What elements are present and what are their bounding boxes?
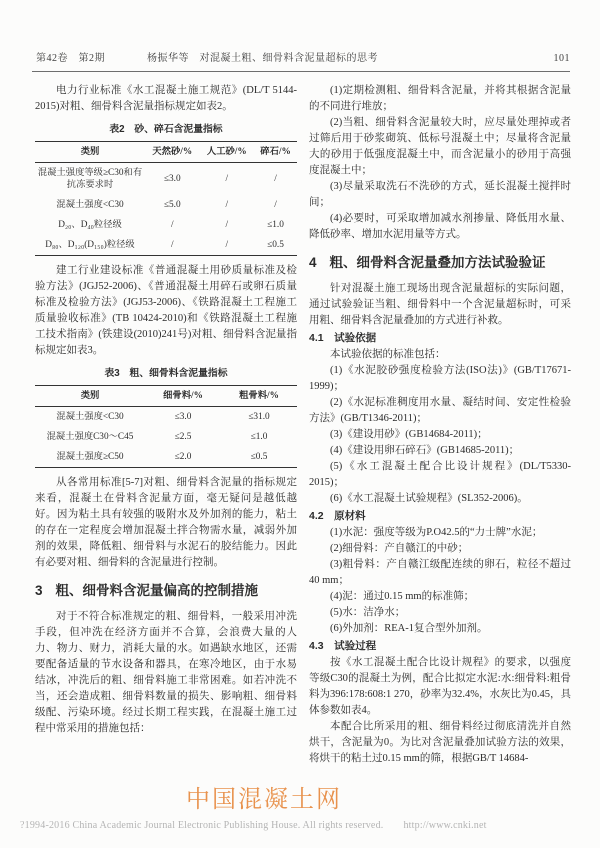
- table-3-block: [35, 367, 297, 468]
- paragraph: 从各常用标准[5-7]对粗、细骨料含泥量的指标规定来看，混凝土在骨料含泥量方面，毫无疑问是越低越好。因为粘土具有较强的吸附水及外加剂的能力，粘土的存在一定程度会增加混凝土拌合物需水量，减弱外加剂的效果，降低粗、细骨料与水泥石的胶结能力。因此有必要对粗、细骨料的含泥量进行控制。: [35, 477, 297, 568]
- section-3-heading: [35, 582, 297, 600]
- list-item: (1)水泥：强度等级为P.O42.5的“力士牌”水泥；: [330, 527, 543, 538]
- list-item: (2)当粗、细骨料含泥量较大时，应尽量处理掉或者过筛后用于砂浆砌筑、低标号混凝土中；尽量将含泥量大的砂用于低强度混凝土中，而含泥量小的砂用于高强度混凝土中；: [309, 117, 571, 176]
- paragraph: 电力行业标准《水工混凝土施工规范》(DL/T 5144-2015)对粗、细骨料含泥量指标规定如表2。: [35, 85, 297, 112]
- cell: ≤31.0: [248, 412, 270, 422]
- column-header: 人工砂/%: [200, 142, 255, 163]
- cell: ≤2.0: [174, 452, 192, 462]
- watermark: 中国混凝土网: [186, 786, 342, 813]
- running-title: 杨振华等 对混凝土粗、细骨料含泥量超标的思考: [147, 53, 378, 64]
- cell: ≤3.0: [174, 412, 192, 422]
- subsection-4-3-heading: 4.3 试验过程: [309, 640, 377, 652]
- table-row: [35, 235, 297, 256]
- table-2-title: 表2 砂、碎石含泥量指标: [109, 124, 223, 135]
- list-item: (5)水：洁净水；: [330, 607, 406, 618]
- paragraph: 按《水工混凝土配合比设计规程》的要求，以强度等级C30的混凝土为例，配合比拟定水泥:水:细骨料:粗骨料为396:178:608:1 270，砂率为32.4%，水灰比为0.45，具体参数如表4。: [309, 657, 571, 716]
- section-4-heading: [309, 254, 571, 272]
- cell: /: [170, 240, 174, 250]
- table-header-row: [35, 142, 297, 163]
- left-column: [35, 83, 297, 767]
- column-header: 类别: [35, 142, 145, 163]
- table-row: [35, 163, 297, 196]
- table-row: [35, 195, 297, 215]
- table-header-row: [35, 386, 297, 407]
- cell: 混凝土强度C30～C45: [46, 432, 134, 442]
- cell: 混凝土强度<C30: [56, 412, 124, 422]
- column-header: 细骨料/%: [145, 386, 221, 407]
- cell: 混凝土强度≥C50: [56, 452, 124, 462]
- column-header: 粗骨料/%: [221, 386, 297, 407]
- column-header: 天然砂/%: [145, 142, 200, 163]
- cell: ≤1.0: [267, 220, 284, 230]
- cell: 混凝土强度<C30: [56, 200, 124, 210]
- list-item: (5)《水工混凝土配合比设计规程》(DL/T5330-2015)；: [309, 461, 571, 488]
- list-item: (2)《水泥标准稠度用水量、凝结时间、安定性检验方法》(GB/T1346-2011)；: [309, 397, 571, 424]
- table-2: [35, 141, 297, 256]
- page-number: 101: [553, 53, 570, 64]
- table-3-title: 表3 粗、细骨料含泥量指标: [104, 368, 228, 379]
- header-rule: [32, 71, 570, 72]
- cell: ≤2.5: [174, 432, 192, 442]
- section-title: 粗、细骨料含泥量偏高的控制措施: [55, 583, 259, 598]
- cell: /: [274, 174, 277, 184]
- cell: /: [225, 240, 229, 250]
- table-row: [35, 407, 297, 428]
- list-item: (4)泥：通过0.15 mm的标准筛；: [330, 591, 475, 602]
- cell: /: [225, 200, 229, 210]
- cell: /: [170, 220, 174, 230]
- page-footer: [20, 820, 584, 831]
- list-item: (6)《水工混凝土试验规程》(SL352-2006)。: [330, 493, 528, 504]
- column-header: 类别: [35, 386, 145, 407]
- table-row: [35, 447, 297, 468]
- paragraph: 本配合比所采用的粗、细骨料经过彻底清洗并自然烘干，含泥量为0。为比对含泥量叠加试验方法的效果，将烘干的粘土过0.15 mm的筛，根据GB/T 14684-: [309, 721, 571, 764]
- paragraph: 本试验依据的标准包括：: [330, 349, 446, 360]
- cnki-url: http://www.cnki.net: [403, 820, 487, 831]
- cell: D₂₀、D₄₀粒径级: [58, 220, 122, 230]
- list-item: (3)粗骨料：产自赣江级配连续的卵石，粒径不超过40 mm；: [309, 559, 571, 586]
- table-3: [35, 385, 297, 468]
- cell: ≤5.0: [163, 200, 181, 210]
- cell: 混凝土强度等级≥C30和有抗冻要求时: [37, 168, 143, 190]
- section-number: 4: [309, 255, 317, 270]
- cell: ≤0.5: [267, 240, 284, 250]
- subsection-4-2-heading: 4.2 原材料: [309, 510, 366, 522]
- cell: ≤1.0: [250, 432, 268, 442]
- section-number: 3: [35, 583, 43, 598]
- list-item: (1)《水泥胶砂强度检验方法(ISO法)》(GB/T17671-1999)；: [309, 365, 571, 392]
- table-2-block: [35, 123, 297, 256]
- column-header: 碎石/%: [254, 142, 297, 163]
- table-row: [35, 427, 297, 447]
- cell: ≤3.0: [163, 174, 181, 184]
- list-item: (2)细骨料：产自赣江的中砂；: [330, 543, 469, 554]
- table-row: [35, 215, 297, 235]
- list-item: (4)必要时，可采取增加减水剂掺量、降低用水量、降低砂率、增加水泥用量等方式。: [309, 213, 571, 240]
- cell: D₈₀、D₁₂₀(D₁₅₀)粒径级: [45, 240, 135, 250]
- paragraph: 针对混凝土施工现场出现含泥量超标的实际问题，通过试验验证当粗、细骨料中一个含泥量超标时，可采用粗、细骨料含泥量叠加的方式进行补救。: [309, 283, 571, 326]
- cell: ≤0.5: [250, 452, 268, 462]
- list-item: (1)定期检测粗、细骨料含泥量，并将其根据含泥量的不同进行堆放；: [309, 85, 571, 112]
- journal-volume-issue: 第42卷 第2期: [36, 53, 105, 64]
- two-column-body: [35, 83, 571, 767]
- right-column: [309, 83, 571, 767]
- list-item: (4)《建设用卵石碎石》(GB14685-2011)；: [330, 445, 520, 456]
- paragraph: 建工行业建设标准《普通混凝土用砂质量标准及检验方法》(JGJ52-2006)、《普通混凝土用碎石或卵石质量标准及检验方法》(JGJ53-2006)、《铁路混凝土工程施工质量验收标准》(TB 10424-2010)和《铁路混凝土工程施工技术指南》(铁建设(2010)241号)对粗、细骨料含泥量指标规定如表3。: [35, 265, 297, 356]
- list-item: (3)《建设用砂》(GB14684-2011)；: [330, 429, 488, 440]
- copyright-text: ?1994-2016 China Academic Journal Electronic Publishing House. All rights reserved.: [20, 820, 384, 831]
- list-item: (3)尽量采取洗石不洗砂的方式，延长混凝土搅拌时间；: [309, 181, 571, 208]
- paragraph: 对于不符合标准规定的粗、细骨料，一般采用冲洗手段，但冲洗在经济方面并不合算，会浪费大量的人力、物力、财力，消耗大量的水。如遇缺水地区，还需要配备适量的节水设备和器具，在寒冷地区，由于水易结冰，冲洗后的粗、细骨料施工非常困难。如若冲洗不当，还会造成粗、细骨料数量的损失、影响粗、细骨料级配、污染环境。经过长期工程实践，在混凝土施工过程中常采用的措施包括：: [35, 611, 297, 734]
- cell: /: [225, 220, 229, 230]
- subsection-4-1-heading: 4.1 试验依据: [309, 332, 377, 344]
- page-header: [36, 49, 570, 64]
- cell: /: [225, 174, 229, 184]
- section-title: 粗、细骨料含泥量叠加方法试验验证: [329, 255, 546, 270]
- list-item: (6)外加剂：REA-1复合型外加剂。: [330, 623, 488, 634]
- cell: /: [274, 200, 277, 210]
